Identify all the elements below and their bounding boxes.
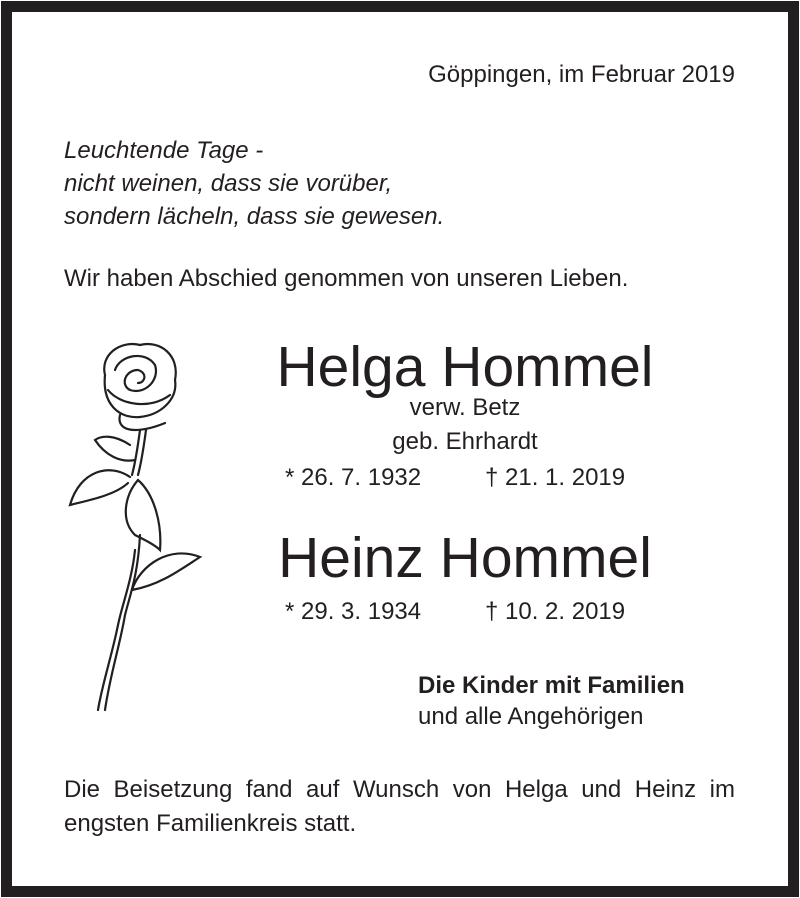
poem bbox=[64, 134, 444, 233]
intro-text: Wir haben Abschied genommen von unseren Lieben. bbox=[64, 265, 629, 292]
poem-line: nicht weinen, dass sie vorüber, bbox=[64, 170, 393, 197]
poem-line: Leuchtende Tage - bbox=[64, 137, 264, 164]
person-name: Heinz Hommel bbox=[278, 526, 652, 590]
birth-date: * 29. 3. 1934 bbox=[285, 598, 422, 625]
birth-name: geb. Ehrhardt bbox=[392, 428, 538, 455]
birth-date: * 26. 7. 1932 bbox=[285, 464, 422, 491]
signature-main: Die Kinder mit Familien bbox=[418, 672, 685, 699]
death-date: † 10. 2. 2019 bbox=[485, 598, 626, 625]
person-name: Helga Hommel bbox=[276, 335, 654, 399]
death-date: † 21. 1. 2019 bbox=[485, 464, 626, 491]
place-date: Göppingen, im Februar 2019 bbox=[428, 61, 735, 88]
signature-sub: und alle Angehörigen bbox=[418, 703, 644, 730]
rose-icon bbox=[60, 335, 210, 715]
funeral-note: Die Beisetzung fand auf Wunsch von Helga und Heinz im engsten Familienkreis statt. bbox=[64, 776, 735, 837]
poem-line: sondern lächeln, dass sie gewesen. bbox=[64, 203, 445, 230]
widowed-name: verw. Betz bbox=[409, 394, 521, 421]
